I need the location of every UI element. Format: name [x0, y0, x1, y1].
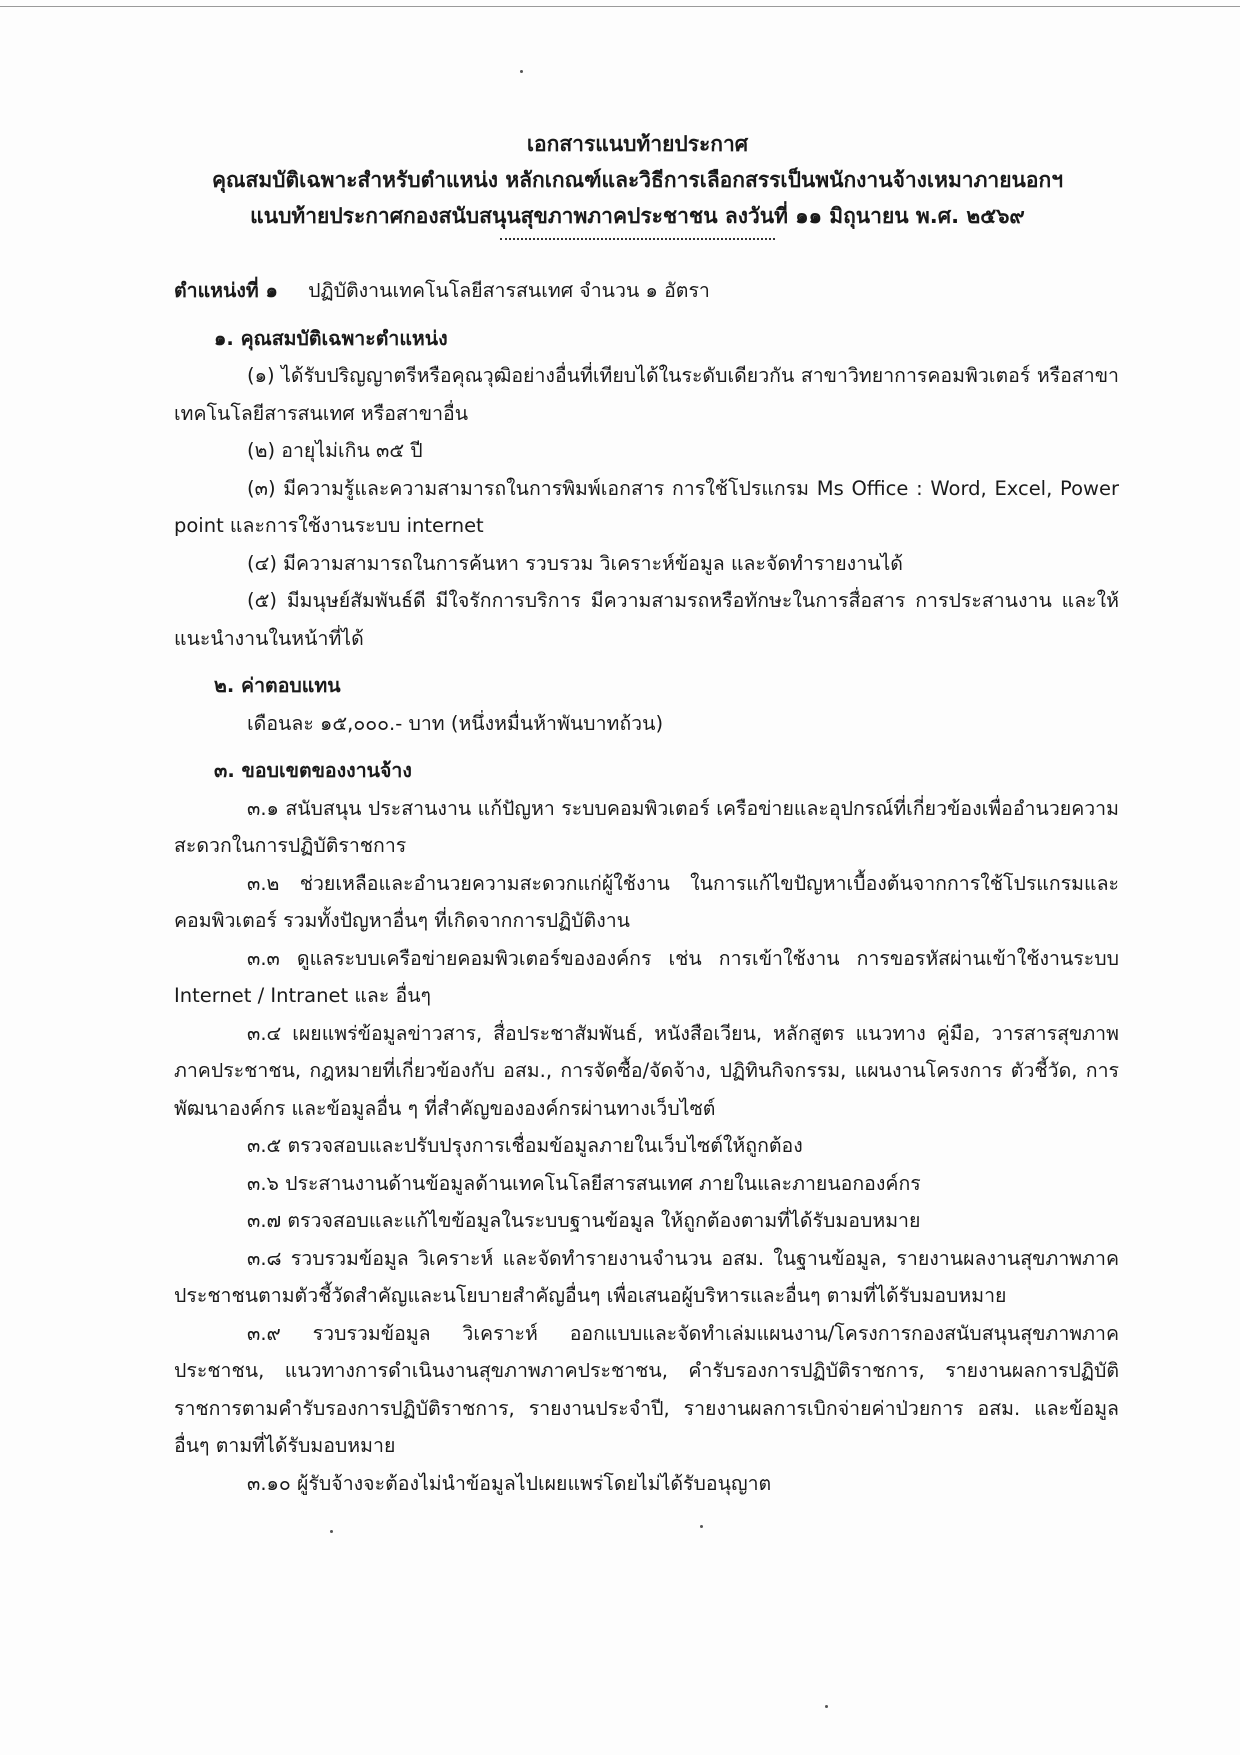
qualification-item: (๔) มีความสามารถในการค้นหา รวบรวม วิเคราะห์ข้อมูล และจัดทำรายงานได้: [247, 551, 903, 575]
scope-item: ๓.๙ รวบรวมข้อมูล วิเคราะห์ ออกแบบและจัดทำเล่มแผนงาน/โครงการกองสนับสนุนสุขภาพภาคประชาชน, แนวทางการดำเนินงานสุขภาพภาคประชาชน, คำรับรองการปฏิบัติราชการ, รายงานผลการปฏิบัติราชการตามคำรับรองการปฏิบัติราชการ, รายงานประจำปี, รายงานผลการเบิกจ่ายค่าป่วยการ อสม. และข้อมูลอื่นๆ ตามที่ได้รับมอบหมาย: [174, 1321, 1119, 1457]
qualification-item: (๑) ได้รับปริญญาตรีหรือคุณวุฒิอย่างอื่นที่เทียบได้ในระดับเดียวกัน สาขาวิทยาการคอมพิวเตอร์ หรือสาขาเทคโนโลยีสารสนเทศ หรือสาขาอื่น: [174, 364, 1119, 425]
section-heading-compensation: ๒. ค่าตอบแทน: [214, 674, 341, 697]
scan-speck: [700, 1525, 703, 1528]
header-separator: [500, 238, 775, 240]
position-title: ปฏิบัติงานเทคโนโลยีสารสนเทศ จำนวน ๑ อัตรา: [308, 279, 710, 302]
section-heading-scope: ๓. ขอบเขตของงานจ้าง: [214, 759, 412, 782]
scope-item: ๓.๓ ดูแลระบบเครือข่ายคอมพิวเตอร์ขององค์กร เช่น การเข้าใช้งาน การขอรหัสผ่านเข้าใช้งานระบบ Internet / Intranet และ อื่นๆ: [174, 946, 1119, 1007]
scope-item: ๓.๖ ประสานงานด้านข้อมูลด้านเทคโนโลยีสารสนเทศ ภายในและภายนอกองค์กร: [247, 1171, 921, 1195]
scope-item: ๓.๕ ตรวจสอบและปรับปรุงการเชื่อมข้อมูลภายในเว็บไซต์ให้ถูกต้อง: [247, 1134, 803, 1157]
position-line: [174, 272, 1119, 310]
scope-item: ๓.๔ เผยแพร่ข้อมูลข่าวสาร, สื่อประชาสัมพันธ์, หนังสือเวียน, หลักสูตร แนวทาง คู่มือ, วารสารสุขภาพภาคประชาชน, กฎหมายที่เกี่ยวข้องกับ อสม., การจัดซื้อ/จัดจ้าง, ปฏิทินกิจกรรม, แผนงานโครงการ ตัวชี้วัด, การพัฒนาองค์กร และข้อมูลอื่น ๆ ที่สำคัญขององค์กรผ่านทางเว็บไซต์: [174, 1021, 1119, 1120]
document-body: [174, 272, 1119, 1502]
scope-item: ๓.๘ รวบรวมข้อมูล วิเคราะห์ และจัดทำรายงานจำนวน อสม. ในฐานข้อมูล, รายงานผลงานสุขภาพภาคประชาชนตามตัวชี้วัดสำคัญและนโยบายสำคัญอื่นๆ เพื่อเสนอผู้บริหารและอื่นๆ ตามที่ได้รับมอบหมาย: [174, 1246, 1119, 1307]
scope-item: ๓.๗ ตรวจสอบและแก้ไขข้อมูลในระบบฐานข้อมูล ให้ถูกต้องตามที่ได้รับมอบหมาย: [247, 1209, 921, 1232]
document-header: [150, 126, 1125, 240]
scan-speck: [520, 70, 523, 73]
scan-speck: [825, 1705, 828, 1708]
section-heading-qualifications: ๑. คุณสมบัติเฉพาะตำแหน่ง: [214, 326, 448, 350]
scope-item: ๓.๑ สนับสนุน ประสานงาน แก้ปัญหา ระบบคอมพิวเตอร์ เครือข่ายและอุปกรณ์ที่เกี่ยวข้องเพื่ออำนวยความสะดวกในการปฏิบัติราชการ: [174, 796, 1119, 857]
qualification-item: (๒) อายุไม่เกิน ๓๕ ปี: [247, 439, 423, 462]
position-label: ตำแหน่งที่ ๑: [174, 279, 278, 302]
scope-item: ๓.๑๐ ผู้รับจ้างจะต้องไม่นำข้อมูลไปเผยแพร่โดยไม่ได้รับอนุญาต: [247, 1471, 772, 1495]
scan-top-rule: [0, 6, 1240, 7]
header-reference: แนบท้ายประกาศกองสนับสนุนสุขภาพภาคประชาชน ลงวันที่ ๑๑ มิถุนายน พ.ศ. ๒๕๖๙: [250, 204, 1025, 228]
scope-item: ๓.๒ ช่วยเหลือและอำนวยความสะดวกแก่ผู้ใช้งาน ในการแก้ไขปัญหาเบื้องต้นจากการใช้โปรแกรมและคอมพิวเตอร์ รวมทั้งปัญหาอื่นๆ ที่เกิดจากการปฏิบัติงาน: [174, 871, 1119, 932]
compensation-text: เดือนละ ๑๕,๐๐๐.- บาท (หนึ่งหมื่นห้าพันบาทถ้วน): [247, 711, 664, 735]
header-title: เอกสารแนบท้ายประกาศ: [526, 132, 749, 156]
header-subtitle: คุณสมบัติเฉพาะสำหรับตำแหน่ง หลักเกณฑ์และวิธีการเลือกสรรเป็นพนักงานจ้างเหมาภายนอกฯ: [211, 168, 1063, 192]
scan-speck: [330, 1530, 333, 1533]
qualification-item: (๕) มีมนุษย์สัมพันธ์ดี มีใจรักการบริการ มีความสามรถหรือทักษะในการสื่อสาร การประสานงาน และให้แนะนำงานในหน้าที่ได้: [174, 589, 1119, 650]
qualification-item: (๓) มีความรู้และความสามารถในการพิมพ์เอกสาร การใช้โปรแกรม Ms Office : Word, Excel, Power point และการใช้งานระบบ internet: [174, 476, 1119, 537]
